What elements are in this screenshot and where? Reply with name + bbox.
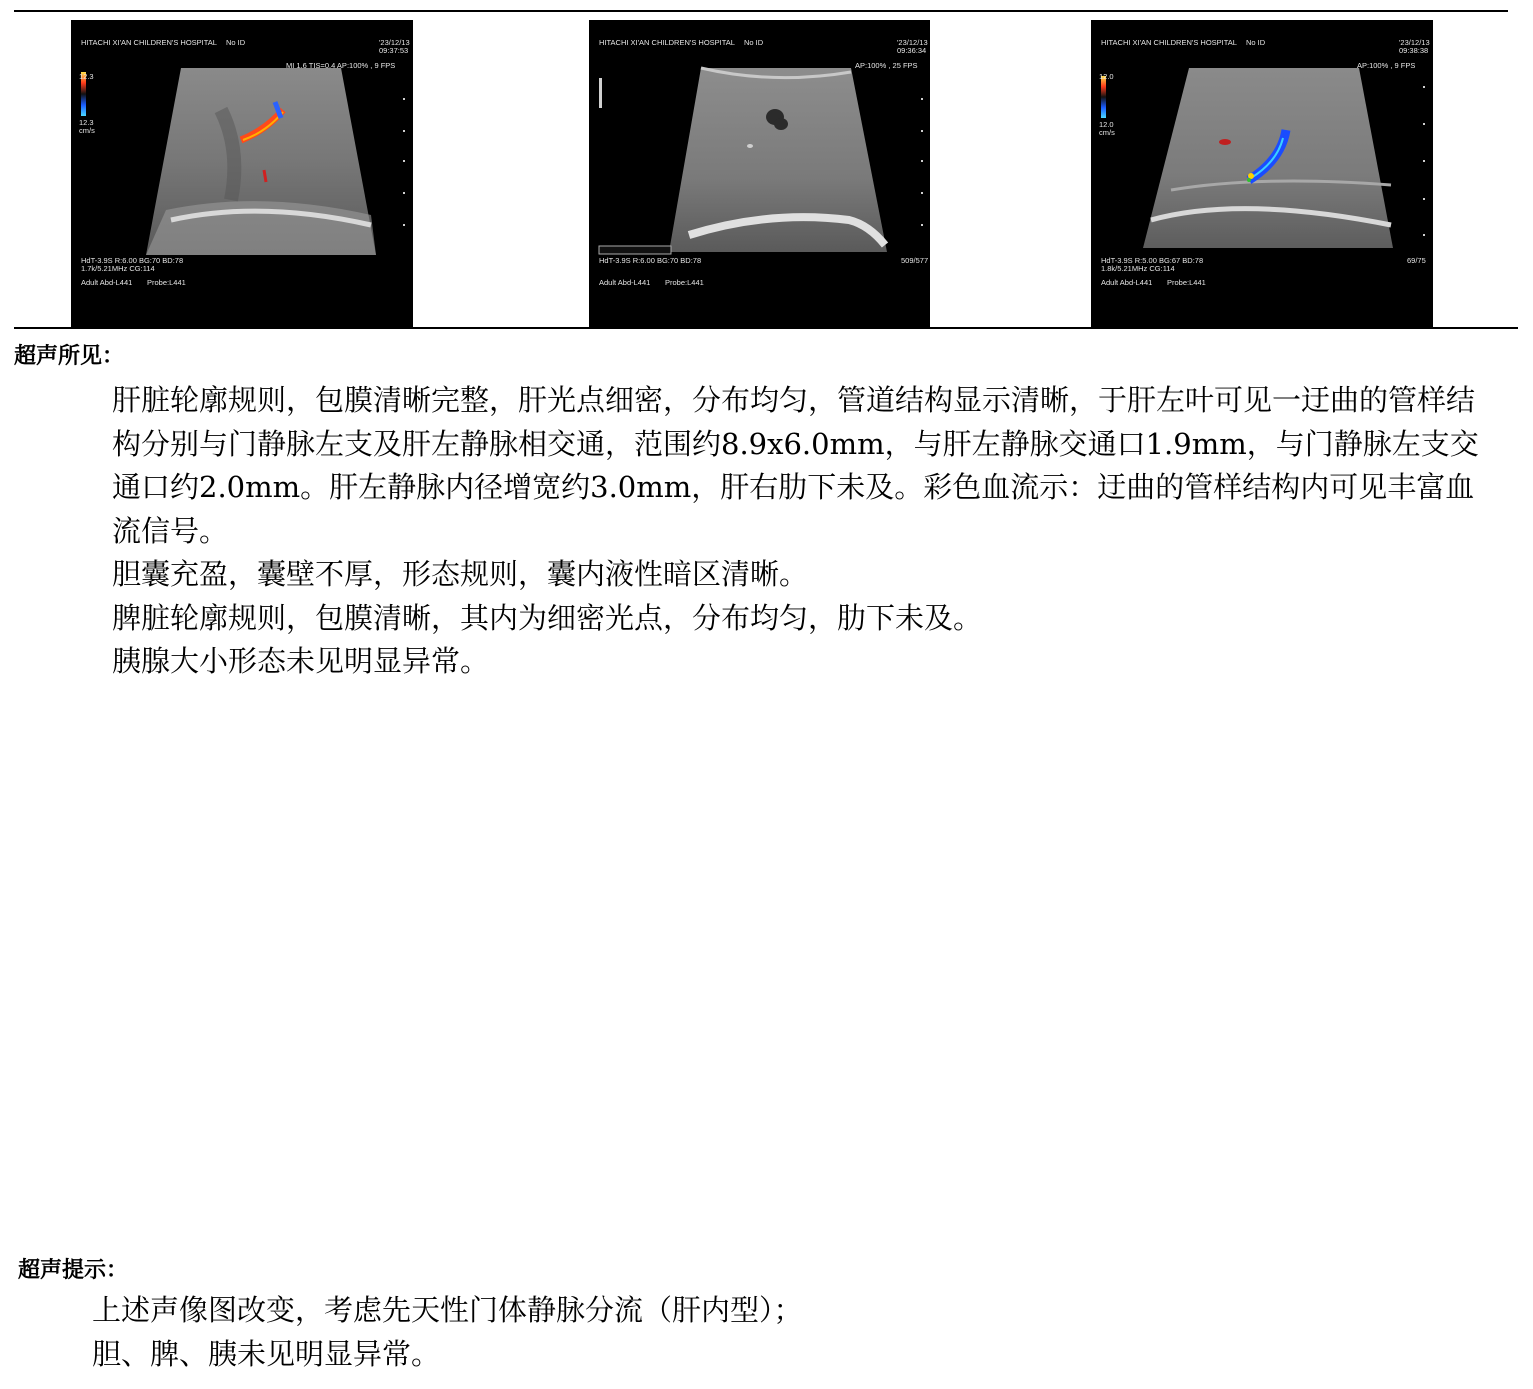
images-bottom-rule (14, 327, 1518, 329)
ultrasound-image-1 (71, 20, 413, 327)
ultrasound-image-2 (589, 20, 930, 327)
scan-params-top: AP:100% , 25 FPS (855, 61, 918, 70)
hospital-label: HITACHI XI'AN CHILDREN'S HOSPITAL (599, 38, 735, 47)
scan-params-bottom-1: HdT-3.9S R:6.00 BG:70 BD:78 (81, 256, 184, 265)
preset-label: Adult Abd-L441 (1101, 278, 1153, 287)
findings-liver: 肝脏轮廓规则，包膜清晰完整，肝光点细密，分布均匀，管道结构显示清晰，于肝左叶可见一迂曲的管样结构分别与门静脉左支及肝左静脉相交通，范围约8.9x6.0mm，与肝左静脉交通口1.9mm，与门静脉左支交通口约2.0mm。肝左静脉内径增宽约3.0mm，肝右肋下未及。彩色血流示：迂曲的管样结构内可见丰富血流信号。 (112, 383, 1479, 548)
date-label: '23/12/13 (1399, 38, 1430, 47)
scan-params-bottom-2: 1.7k/5.21MHz CG:114 (81, 264, 155, 273)
impression-body (92, 1288, 1392, 1376)
findings-heading: 超声所见： (14, 344, 125, 369)
findings-body (112, 379, 1502, 684)
findings-gallbladder: 胆囊充盈，囊壁不厚，形态规则，囊内液性暗区清晰。 (112, 557, 809, 591)
patient-id: No ID (1246, 38, 1266, 47)
preset-label: Adult Abd-L441 (599, 278, 651, 287)
date-label: '23/12/13 (379, 38, 410, 47)
scan-params-bottom-1: HdT-3.9S R:6.00 BG:70 BD:78 (599, 256, 702, 265)
probe-label: Probe:L441 (665, 278, 704, 287)
scan-params-bottom-1: HdT-3.9S R:5.00 BG:67 BD:78 (1101, 256, 1204, 265)
date-label: '23/12/13 (897, 38, 928, 47)
scale-bottom: 12.0 (1099, 120, 1114, 129)
findings-spleen: 脾脏轮廓规则，包膜清晰，其内为细密光点，分布均匀，肋下未及。 (112, 600, 983, 635)
hospital-label: HITACHI XI'AN CHILDREN'S HOSPITAL (81, 38, 217, 47)
frame-counter: 69/75 (1407, 256, 1426, 265)
scan-params-top: MI 1.6 TIS=0.4 AP:100% , 9 FPS (286, 61, 396, 70)
patient-id: No ID (744, 38, 764, 47)
impression-line-2: 胆、脾、胰未见明显异常。 (92, 1337, 441, 1371)
preset-label: Adult Abd-L441 (81, 278, 133, 287)
findings-pancreas: 胰腺大小形态未见明显异常。 (112, 644, 490, 678)
patient-id: No ID (226, 38, 246, 47)
probe-label: Probe:L441 (147, 278, 186, 287)
scan-params-top: AP:100% , 9 FPS (1357, 61, 1416, 70)
scale-unit: cm/s (79, 126, 95, 135)
frame-counter: 509/577 (901, 256, 929, 265)
time-label: 09:36:34 (897, 46, 927, 55)
scale-unit: cm/s (1099, 128, 1115, 137)
probe-label: Probe:L441 (1167, 278, 1206, 287)
scan-params-bottom-2: 1.8k/5.21MHz CG:114 (1101, 264, 1175, 273)
impression-line-1: 上述声像图改变，考虑先天性门体静脉分流（肝内型）； (92, 1293, 803, 1327)
impression-heading: 超声提示： (18, 1258, 129, 1283)
scale-bottom: 12.3 (79, 118, 94, 127)
hospital-label: HITACHI XI'AN CHILDREN'S HOSPITAL (1101, 38, 1237, 47)
ultrasound-image-3 (1091, 20, 1433, 327)
time-label: 09:38:38 (1399, 46, 1429, 55)
top-rule (14, 10, 1508, 12)
time-label: 09:37:53 (379, 46, 409, 55)
scale-top: 12.3 (79, 72, 94, 81)
scale-top: 12.0 (1099, 72, 1114, 81)
